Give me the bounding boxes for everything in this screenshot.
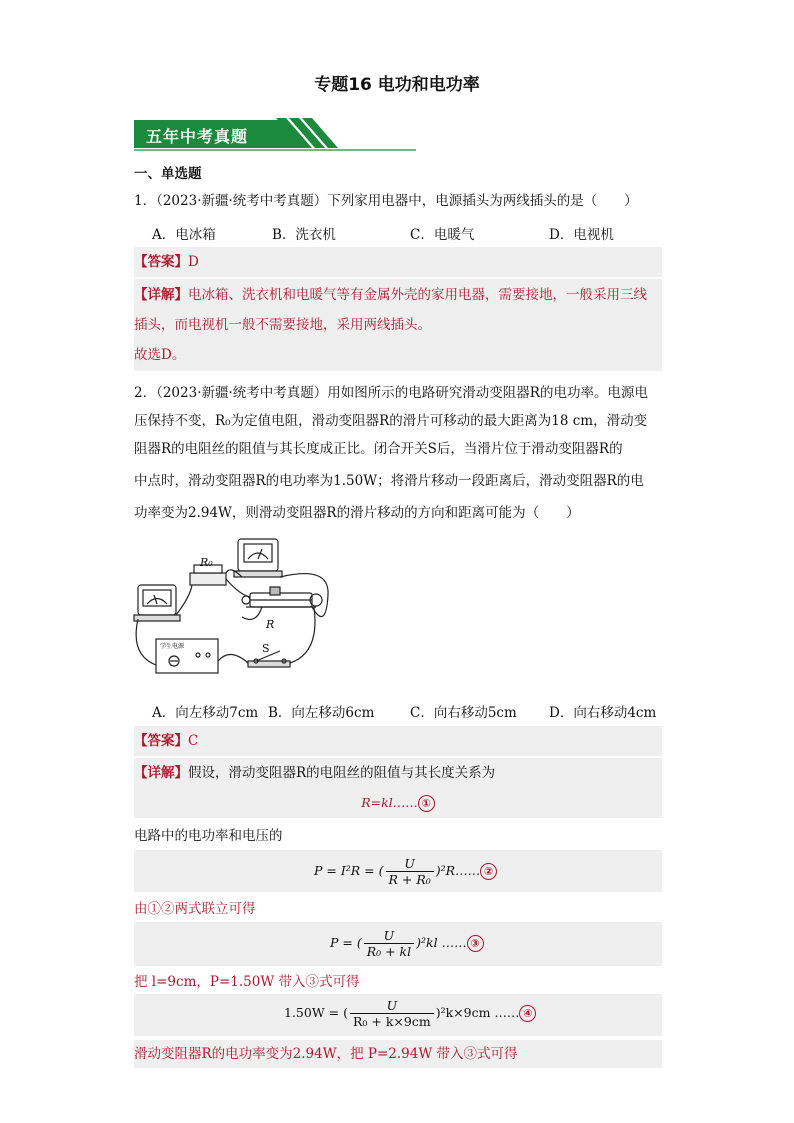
q2-option-c: C．向右移动5cm [410,705,517,721]
q1-detail-label: 【详解】 [134,287,188,303]
q1-option-d: D．电视机 [549,227,614,243]
q1-answer-label: 【答案】 [134,254,188,270]
q1-answer: D [188,254,199,270]
equation-3-row [134,922,662,966]
ammeter-icon [134,585,180,621]
section-banner [134,116,416,152]
q2-detail-1: 假设，滑动变阻器R的电阻丝的阻值与其长度关系为 [188,765,496,781]
q2-stem-5: 功率变为2.94W，则滑动变阻器R的滑片移动的方向和距离可能为（ ） [134,505,580,521]
rheostat-icon [242,587,322,607]
q1-stem: 1．（2023·新疆·统考中考真题）下列家用电器中，电源插头为两线插头的是（ ） [134,193,638,209]
q1-option-b: B．洗衣机 [272,227,336,243]
q1-answer-row [134,247,662,277]
q2-answer-row [134,726,662,756]
q2-line-sub2: 滑动变阻器R的电功率变为2.94W，把 P=2.94W 带入③式可得 [134,1040,662,1068]
q2-answer-label: 【答案】 [134,733,188,749]
q2-line-power: 电路中的电功率和电压的 [134,828,283,844]
q1-option-a: A．电冰箱 [152,227,216,243]
circuit-figure [130,535,340,685]
circle-3: ③ [467,935,484,952]
q2-stem-2: 压保持不变，R₀为定值电阻，滑动变阻器R的滑片可移动的最大距离为18 cm，滑动变 [134,413,648,429]
q2-stem-4: 中点时，滑动变阻器R的电功率为1.50W；将滑片移动一段距离后，滑动变阻器R的电 [134,473,644,489]
voltmeter-icon [234,539,282,577]
q1-detail-1: 电冰箱、洗衣机和电暖气等有金属外壳的家用电器，需要接地，一般采用三线 [188,287,647,303]
q2-detail-1-row [134,758,662,818]
equation-2: P = I²R = ( $\frac{U}{\text{R + R₀}}$ )²R…… ② [314,856,497,887]
label-supply: 学生电源 [160,643,185,650]
q2-answer: C [188,733,199,749]
q2-line-combine: 由①②两式联立可得 [134,901,256,917]
q1-detail-2: 插头，而电视机一般不需要接地，采用两线插头。 [134,317,431,333]
q2-detail-label: 【详解】 [134,765,188,781]
q2-option-b: B．向左移动6cm [268,705,375,721]
label-s: S [262,642,270,655]
section-heading: 一、单选题 [134,166,202,182]
q2-stem-1: 2．（2023·新疆·统考中考真题）用如图所示的电路研究滑动变阻器R的电功率。电源电 [134,385,648,401]
page-title: 专题16 电功和电功率 [314,75,480,95]
q2-line-sub1: 把 l=9cm，P=1.50W 带入③式可得 [134,974,360,990]
circle-1: ① [418,795,435,812]
q2-option-d: D．向右移动4cm [549,705,657,721]
equation-4: 1.50W = ( $\frac{U}{\text{R₀ + k×9cm}}$ )²k×9cm …… ④ [284,998,536,1029]
label-r0: R₀ [200,556,213,569]
label-r: R [266,618,275,631]
q2-stem-3: 阻器R的电阻丝的阻值与其长度成正比。闭合开关S后，当滑片位于滑动变阻器R的 [134,441,623,457]
q2-option-a: A．向左移动7cm [152,705,259,721]
circle-4: ④ [519,1005,536,1022]
q1-detail-3: 故选D。 [134,347,186,363]
circle-2: ② [480,863,497,880]
equation-3: P = ( $\frac{U}{\text{R₀ + kl}}$ )²kl …… ③ [330,928,484,959]
q1-detail [134,279,662,371]
banner-text: 五年中考真题 [146,127,249,146]
equation-4-row [134,994,662,1036]
equation-1: R=kl…… ① [134,783,662,813]
q1-option-c: C．电暖气 [410,227,475,243]
equation-2-row [134,850,662,892]
